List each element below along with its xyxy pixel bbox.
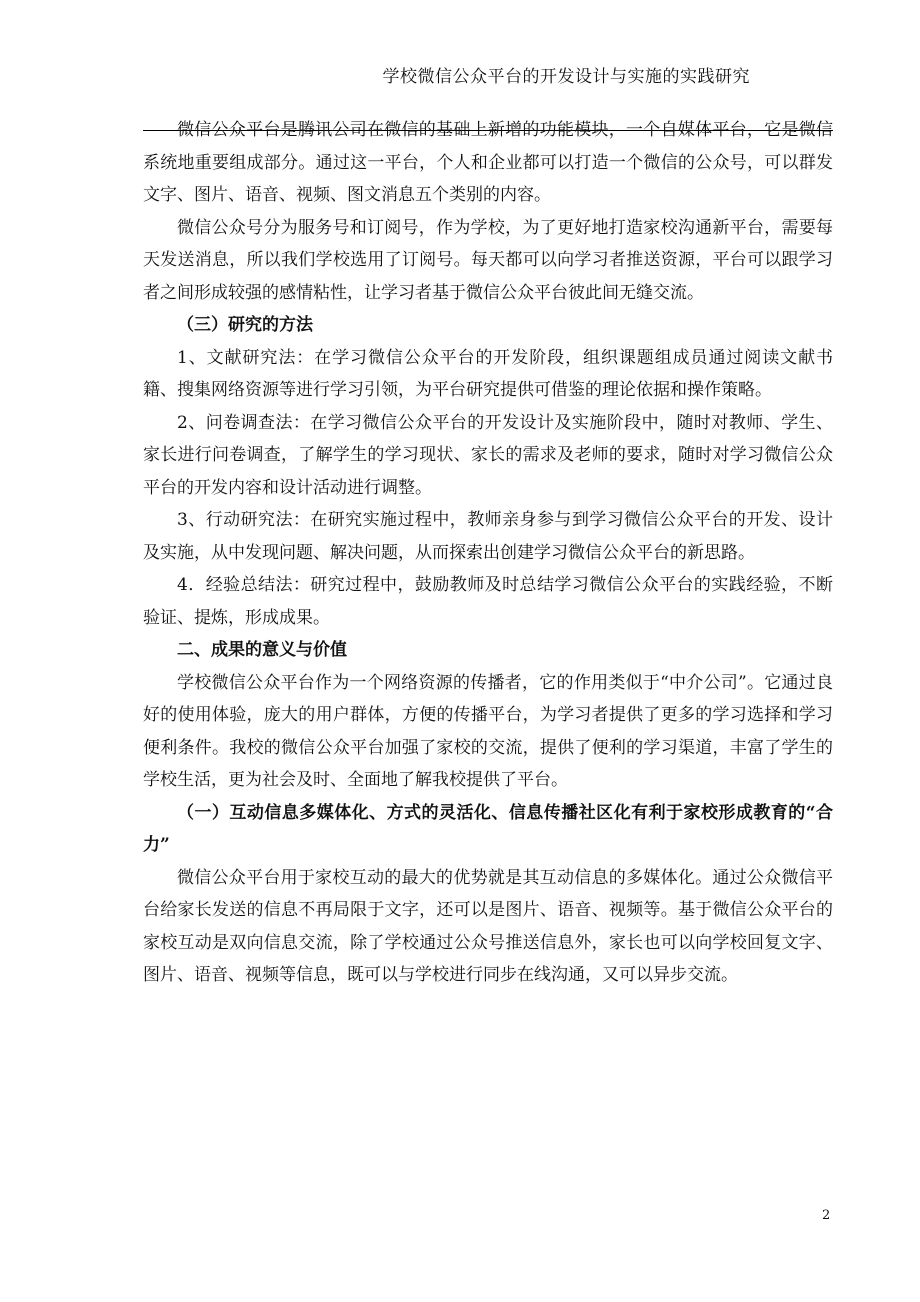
paragraph-method-survey: 2、问卷调查法：在学习微信公众平台的开发设计及实施阶段中，随时对教师、学生、家长进行问卷调查，了解学生的学习现状、家长的需求及老师的要求，随时对学习微信公众平台的开发内容和设计活动进行调整。 [143,412,833,498]
page-number: 2 [822,1208,831,1223]
running-header: 学校微信公众平台的开发设计与实施的实践研究 [382,67,750,87]
paragraph-results: 学校微信公众平台作为一个网络资源的传播者，它的作用类似于“中介公司”。它通过良好的使用体验，庞大的用户群体，方便的传播平台，为学习者提供了更多的学习选择和学习便利条件。我校的微信公众平台加强了家校的交流，提供了便利的学习渠道，丰富了学生的学校生活，更为社会及时、全面地了解我校提供了平台。 [143,672,833,790]
section-heading-methods: （三）研究的方法 [177,315,313,335]
body-text [143,114,833,992]
paragraph-method-literature: 1、文献研究法：在学习微信公众平台的开发阶段，组织课题组成员通过阅读文献书籍、搜集网络资源等进行学习引领，为平台研究提供可借鉴的理论依据和操作策略。 [143,347,833,400]
paragraph-interaction: 微信公众平台用于家校互动的最大的优势就是其互动信息的多媒体化。通过公众微信平台给家长发送的信息不再局限于文字，还可以是图片、语音、视频等。基于微信公众平台的家校互动是双向信息交流，除了学校通过公众号推送信息外，家长也可以向学校回复文字、图片、语音、视频等信息，既可以与学校进行同步在线沟通，又可以异步交流。 [143,867,833,985]
paragraph-subscription: 微信公众号分为服务号和订阅号，作为学校，为了更好地打造家校沟通新平台，需要每天发送消息，所以我们学校选用了订阅号。每天都可以向学习者推送资源，平台可以跟学习者之间形成较强的感情粘性，让学习者基于微信公众平台彼此间无缝交流。 [143,217,833,303]
section-heading-interaction: （一）互动信息多媒体化、方式的灵活化、信息传播社区化有利于家校形成教育的“合力” [143,802,833,855]
paragraph-intro: 微信公众平台是腾讯公司在微信的基础上新增的功能模块，一个自媒体平台，它是微信系统地重要组成部分。通过这一平台，个人和企业都可以打造一个微信的公众号，可以群发文字、图片、语音、视频、图文消息五个类别的内容。 [143,120,833,205]
paragraph-method-experience: 4．经验总结法：研究过程中，鼓励教师及时总结学习微信公众平台的实践经验，不断验证、提炼，形成成果。 [143,575,833,628]
section-heading-results: 二、成果的意义与价值 [177,640,347,660]
paragraph-method-action: 3、行动研究法：在研究实施过程中，教师亲身参与到学习微信公众平台的开发、设计及实施，从中发现问题、解决问题，从而探索出创建学习微信公众平台的新思路。 [143,510,833,563]
